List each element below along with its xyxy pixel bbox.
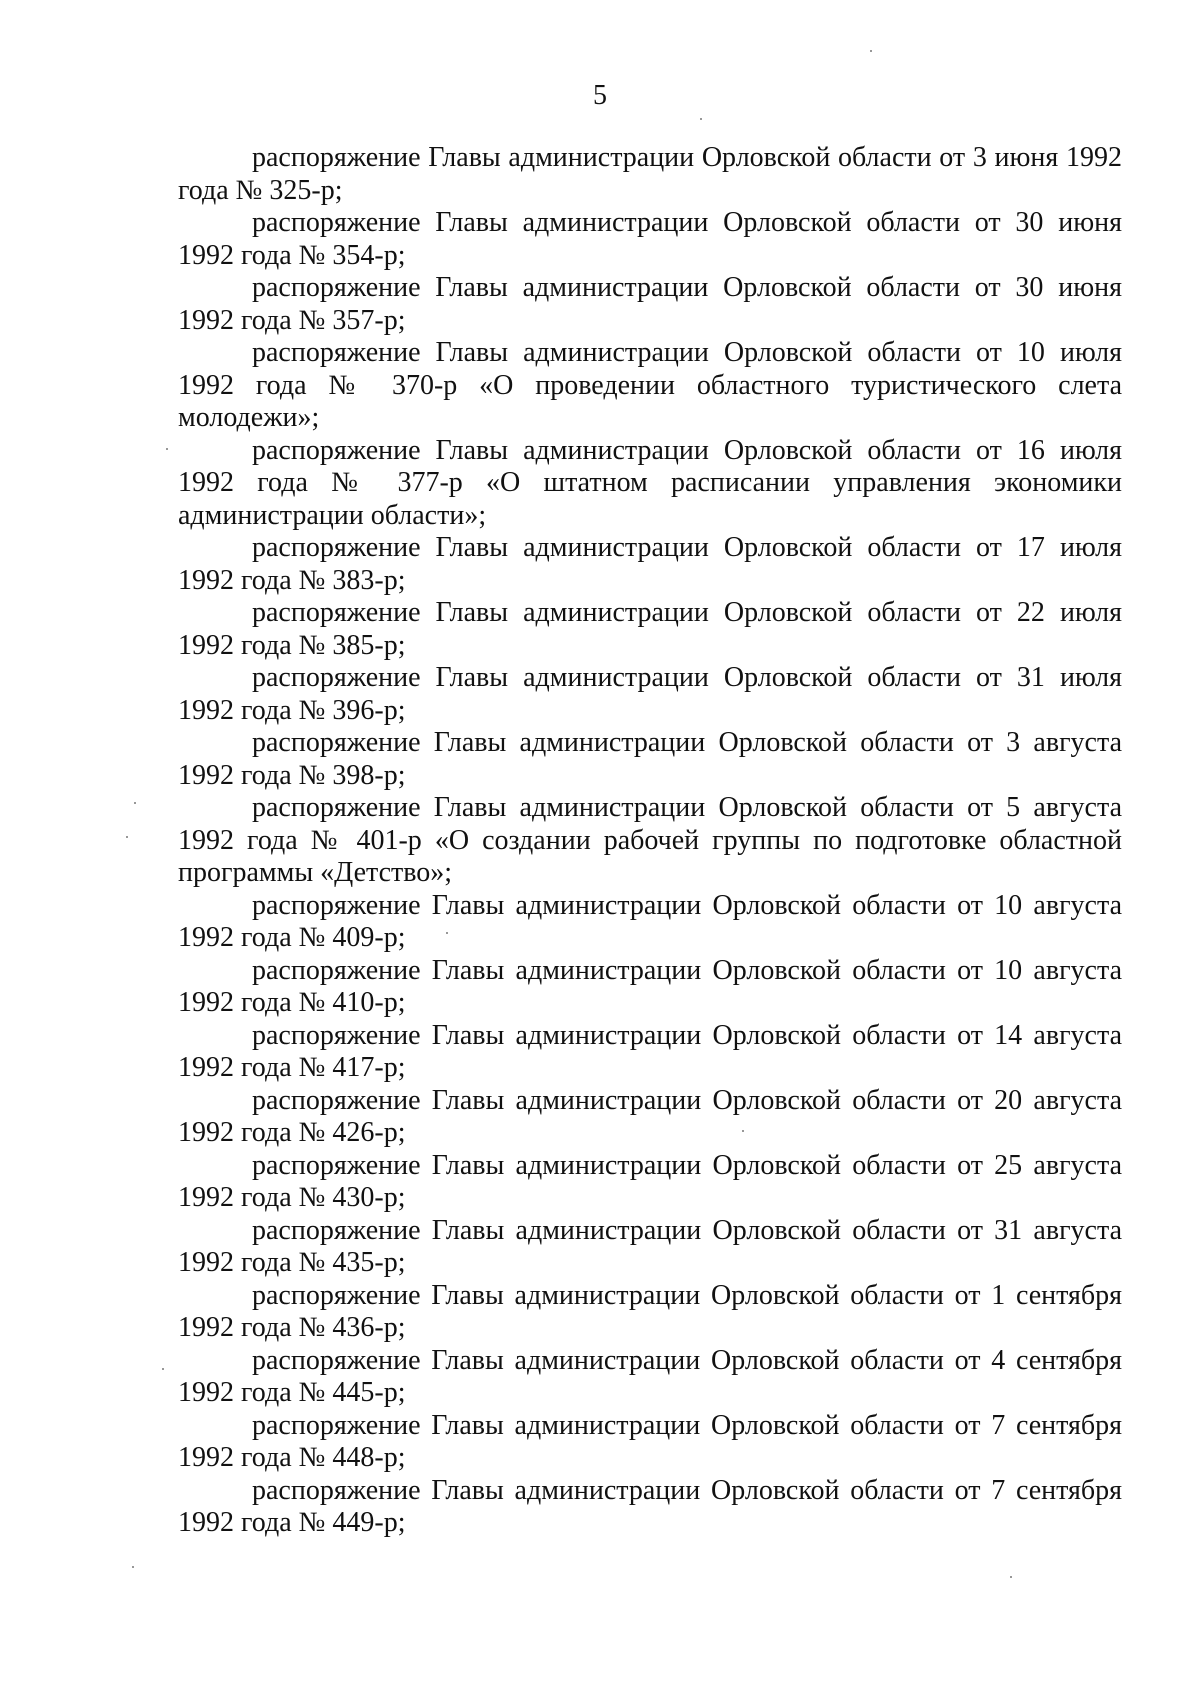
scan-speck — [134, 802, 136, 804]
order-item: распоряжение Главы администрации Орловской области от 25 августа 1992 года № 430-р; — [178, 1149, 1122, 1213]
order-item: распоряжение Главы администрации Орловской области от 3 июня 1992 года № 325-р; — [178, 142, 1122, 206]
scan-speck — [1010, 1576, 1012, 1578]
order-item: распоряжение Главы администрации Орловской области от 5 августа 1992 года № 401-р «О создании рабочей группы по подготовке областной программы «Детство»; — [178, 792, 1122, 888]
order-item: распоряжение Главы администрации Орловской области от 10 июля 1992 года № 370-р «О проведении областного туристического слета молодежи»; — [178, 337, 1122, 433]
scan-speck — [132, 1566, 134, 1568]
order-item: распоряжение Главы администрации Орловской области от 30 июня 1992 года № 357-р; — [178, 272, 1122, 336]
scan-speck — [162, 1368, 164, 1370]
order-item: распоряжение Главы администрации Орловской области от 31 августа 1992 года № 435-р; — [178, 1214, 1122, 1278]
order-item: распоряжение Главы администрации Орловской области от 17 июля 1992 года № 383-р; — [178, 532, 1122, 596]
order-item: распоряжение Главы администрации Орловской области от 20 августа 1992 года № 426-р; — [178, 1084, 1122, 1148]
page-number: 5 — [593, 80, 607, 111]
order-item: распоряжение Главы администрации Орловской области от 4 сентября 1992 года № 445-р; — [178, 1344, 1122, 1408]
order-item: распоряжение Главы администрации Орловской области от 3 августа 1992 года № 398-р; — [178, 727, 1122, 791]
scan-speck — [742, 1130, 744, 1132]
order-item: распоряжение Главы администрации Орловской области от 10 августа 1992 года № 410-р; — [178, 954, 1122, 1018]
order-item: распоряжение Главы администрации Орловской области от 14 августа 1992 года № 417-р; — [178, 1019, 1122, 1083]
order-item: распоряжение Главы администрации Орловской области от 7 сентября 1992 года № 449-р; — [178, 1474, 1122, 1538]
order-item: распоряжение Главы администрации Орловской области от 7 сентября 1992 года № 448-р; — [178, 1409, 1122, 1473]
document-body — [178, 142, 1122, 1540]
order-item: распоряжение Главы администрации Орловской области от 10 августа 1992 года № 409-р; — [178, 889, 1122, 953]
scan-speck — [446, 932, 448, 934]
scan-speck — [126, 836, 128, 838]
order-item: распоряжение Главы администрации Орловской области от 16 июля 1992 года № 377-р «О штатном расписании управления экономики администрации области»; — [178, 434, 1122, 531]
scan-speck — [166, 448, 168, 450]
order-item: распоряжение Главы администрации Орловской области от 31 июля 1992 года № 396-р; — [178, 662, 1122, 726]
order-item: распоряжение Главы администрации Орловской области от 22 июля 1992 года № 385-р; — [178, 597, 1122, 661]
scan-speck — [700, 118, 702, 120]
order-item: распоряжение Главы администрации Орловской области от 30 июня 1992 года № 354-р; — [178, 207, 1122, 271]
scan-speck — [870, 50, 872, 52]
order-item: распоряжение Главы администрации Орловской области от 1 сентября 1992 года № 436-р; — [178, 1279, 1122, 1343]
